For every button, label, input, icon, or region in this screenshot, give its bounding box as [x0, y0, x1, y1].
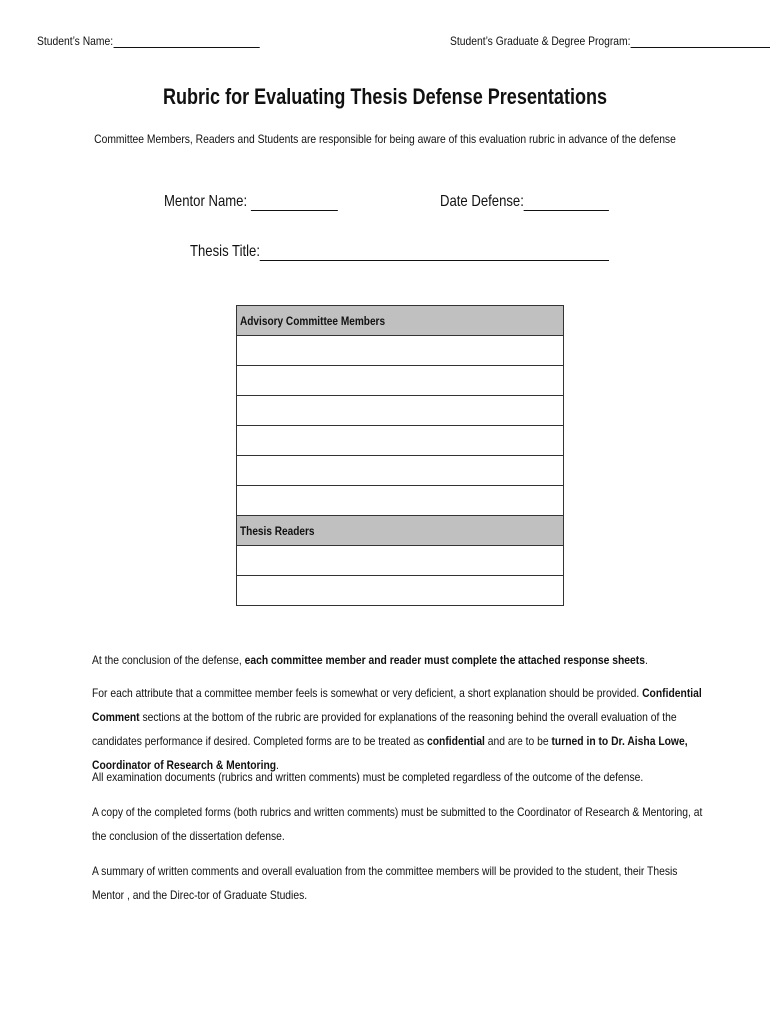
- p2-bold-b: confidential: [427, 734, 485, 748]
- paragraph-attributes: [92, 681, 703, 777]
- table-row: [237, 486, 564, 516]
- readers-header: Thesis Readers: [240, 523, 315, 538]
- committee-member-cell[interactable]: [237, 426, 564, 456]
- table-row: [237, 396, 564, 426]
- student-name-label: Student’s Name:: [37, 34, 114, 48]
- p2-text-c: and are to be: [484, 734, 552, 748]
- thesis-title-label: Thesis Title:: [190, 243, 260, 260]
- table-row: [237, 456, 564, 486]
- program-label: Student’s Graduate & Degree Program:: [450, 34, 631, 48]
- committee-member-cell[interactable]: [237, 336, 564, 366]
- paragraph-conclusion: [92, 648, 703, 672]
- program-field: [450, 34, 770, 48]
- p1-text: At the conclusion of the defense,: [92, 653, 245, 667]
- p1-end: .: [644, 653, 648, 667]
- p2-bold-a: Confidential Comment: [92, 686, 702, 724]
- reader-cell[interactable]: [237, 576, 564, 606]
- committee-member-cell[interactable]: [237, 456, 564, 486]
- mentor-name-blank[interactable]: [251, 193, 338, 211]
- p2-bold-c: turned in to Dr. Aisha Lowe, Coordinator of Research & Mentoring: [92, 734, 688, 772]
- table-row: [237, 546, 564, 576]
- page-subtitle: Committee Members, Readers and Students are responsible for being aware of this evaluation rubric in advance of the defense: [94, 132, 676, 146]
- mentor-name-field: [164, 193, 338, 211]
- reader-cell[interactable]: [237, 546, 564, 576]
- program-blank[interactable]: [631, 34, 770, 48]
- table-row: [237, 366, 564, 396]
- table-row: [237, 576, 564, 606]
- date-defense-label: Date Defense:: [440, 193, 524, 210]
- p2-text-a: For each attribute that a committee member feels is somewhat or very deficient, a short explanation should be provided.: [92, 686, 643, 700]
- table-row: [237, 336, 564, 366]
- p1-bold: each committee member and reader must complete the attached response sheets: [244, 653, 645, 667]
- committee-header: Advisory Committee Members: [240, 313, 386, 328]
- page-title: Rubric for Evaluating Thesis Defense Presentations: [162, 84, 608, 109]
- table-row: [237, 426, 564, 456]
- thesis-title-field: [190, 243, 609, 261]
- student-name-blank[interactable]: [113, 34, 259, 48]
- committee-table: [236, 305, 564, 606]
- readers-header-row: [237, 516, 564, 546]
- paragraph-copy: A copy of the completed forms (both rubrics and written comments) must be submitted to the Coordinator of Research & Mentoring, at the conclusion of the dissertation defense.: [92, 805, 703, 843]
- committee-member-cell[interactable]: [237, 486, 564, 516]
- paragraph-summary: A summary of written comments and overall evaluation from the committee members will be provided to the student, their Thesis Mentor , and the Direc-tor of Graduate Studies.: [92, 864, 678, 902]
- committee-header-cell: [237, 306, 564, 336]
- committee-member-cell[interactable]: [237, 366, 564, 396]
- thesis-title-blank[interactable]: [260, 243, 609, 261]
- p2-text-b: sections at the bottom of the rubric are provided for explanations of the reasoning behind the overall evaluation of the candidates performance if desired. Completed forms are to be treated as: [92, 710, 677, 748]
- committee-member-cell[interactable]: [237, 396, 564, 426]
- student-name-field: [37, 34, 259, 48]
- committee-header-row: [237, 306, 564, 336]
- readers-header-cell: [237, 516, 564, 546]
- date-defense-blank[interactable]: [524, 193, 609, 211]
- p2-end: .: [276, 758, 279, 772]
- mentor-name-label: Mentor Name:: [164, 193, 248, 210]
- date-defense-field: [440, 193, 609, 211]
- paragraph-documents: All examination documents (rubrics and written comments) must be completed regardless of the outcome of the defense.: [92, 770, 644, 784]
